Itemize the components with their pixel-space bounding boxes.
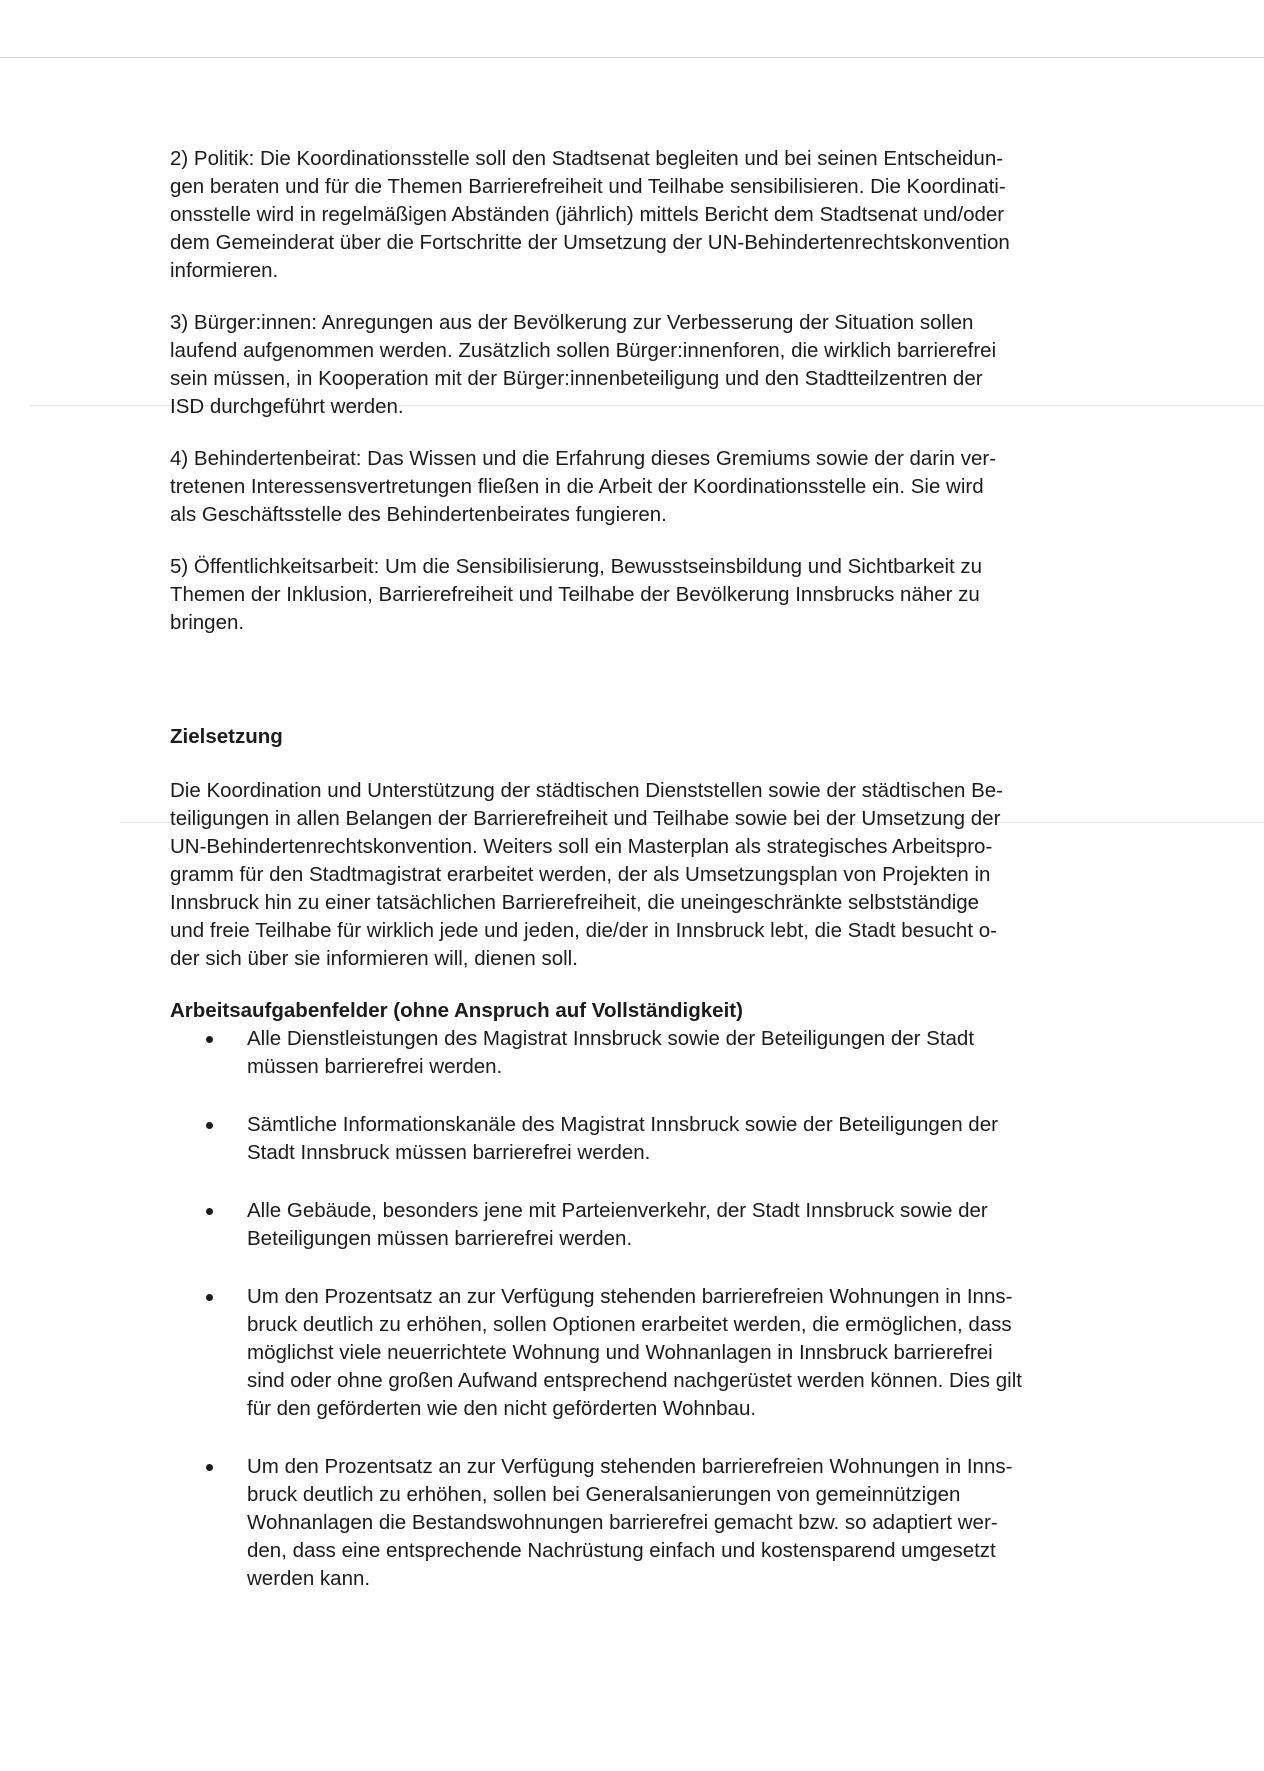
list-item-text: Alle Gebäude, besonders jene mit Parteienverkehr, der Stadt Innsbruck sowie der Beteiligungen müssen barrierefrei werden. [247,1199,988,1250]
arbeitsaufgaben-list [170,1025,1120,1593]
bullet-icon [206,1122,213,1129]
arbeitsaufgaben-heading: Arbeitsaufgabenfelder (ohne Anspruch auf Vollständigkeit) [170,999,743,1022]
list-item [170,1025,1120,1081]
list-item [170,1283,1120,1423]
list-item [170,1111,1120,1167]
bullet-icon [206,1208,213,1215]
bullet-icon [206,1036,213,1043]
bullet-icon [206,1294,213,1301]
list-item-text: Um den Prozentsatz an zur Verfügung stehenden barrierefreien Wohnungen in Inns- bruck deutlich zu erhöhen, sollen Optionen erarbeitet werden, die ermöglichen, dass möglichst viele neuerrichtete Wohnung und Wohnanlagen in Innsbruck barrierefrei sind oder ohne großen Aufwand entsprechend nachgerüstet werden können. Dies gilt für den geförderten wie den nicht geförderten Wohnbau. [247,1285,1022,1420]
paragraph-behindertenbeirat: 4) Behindertenbeirat: Das Wissen und die Erfahrung dieses Gremiums sowie der darin ver- tretenen Interessensvertretungen fließen in die Arbeit der Koordinationsstelle ein. Sie wird als Geschäftsstelle des Behindertenbeirates fungieren. [170,447,997,526]
list-item-text: Sämtliche Informationskanäle des Magistrat Innsbruck sowie der Beteiligungen der Stadt Innsbruck müssen barrierefrei werden. [247,1113,998,1164]
paragraph-oeffentlichkeitsarbeit: 5) Öffentlichkeitsarbeit: Um die Sensibilisierung, Bewusstseinsbildung und Sichtbarkeit zu Themen der Inklusion, Barrierefreiheit und Teilhabe der Bevölkerung Innsbrucks näher zu bringen. [170,555,983,634]
scan-artifact-line [0,57,1264,58]
zielsetzung-text: Die Koordination und Unterstützung der städtischen Dienststellen sowie der städtischen Be- teiligungen in allen Belangen der Barrierefreiheit und Teilhabe sowie bei der Umsetzung der UN-Behindertenrechtskonvention. Weiters soll ein Masterplan als strategisches Arbeitspro- gramm für den Stadtmagistrat erarbeitet werden, der als Umsetzungsplan von Projekten in Innsbruck hin zu einer tatsächlichen Barrierefreiheit, die uneingeschränkte selbstständige und freie Teilhabe für wirklich jede und jeden, die/der in Innsbruck lebt, die Stadt besucht o- der sich über sie informieren will, dienen soll. [170,779,1003,970]
document-page [170,145,1120,1623]
zielsetzung-heading: Zielsetzung [170,725,283,748]
list-item-text: Um den Prozentsatz an zur Verfügung stehenden barrierefreien Wohnungen in Inns- bruck deutlich zu erhöhen, sollen bei Generalsanierungen von gemeinnützigen Wohnanlagen die Bestandswohnungen barrierefrei gemacht bzw. so adaptiert wer- den, dass eine entsprechende Nachrüstung einfach und kostensparend umgesetzt werden kann. [247,1455,1013,1590]
list-item [170,1197,1120,1253]
bullet-icon [206,1464,213,1471]
paragraph-buergerinnen: 3) Bürger:innen: Anregungen aus der Bevölkerung zur Verbesserung der Situation sollen laufend aufgenommen werden. Zusätzlich sollen Bürger:innenforen, die wirklich barrierefrei sein müssen, in Kooperation mit der Bürger:innenbeteiligung und den Stadtteilzentren der ISD durchgeführt werden. [170,311,997,418]
paragraph-politik: 2) Politik: Die Koordinationsstelle soll den Stadtsenat begleiten und bei seinen Entscheidun- gen beraten und für die Themen Barrierefreiheit und Teilhabe sensibilisieren. Die Koordinati- onsstelle wird in regelmäßigen Abständen (jährlich) mittels Bericht dem Stadtsenat und/oder dem Gemeinderat über die Fortschritte der Umsetzung der UN-Behindertenrechtskonvention informieren. [170,147,1010,282]
list-item-text: Alle Dienstleistungen des Magistrat Innsbruck sowie der Beteiligungen der Stadt müssen barrierefrei werden. [247,1027,975,1078]
list-item [170,1453,1120,1593]
section-spacer [170,661,1120,723]
